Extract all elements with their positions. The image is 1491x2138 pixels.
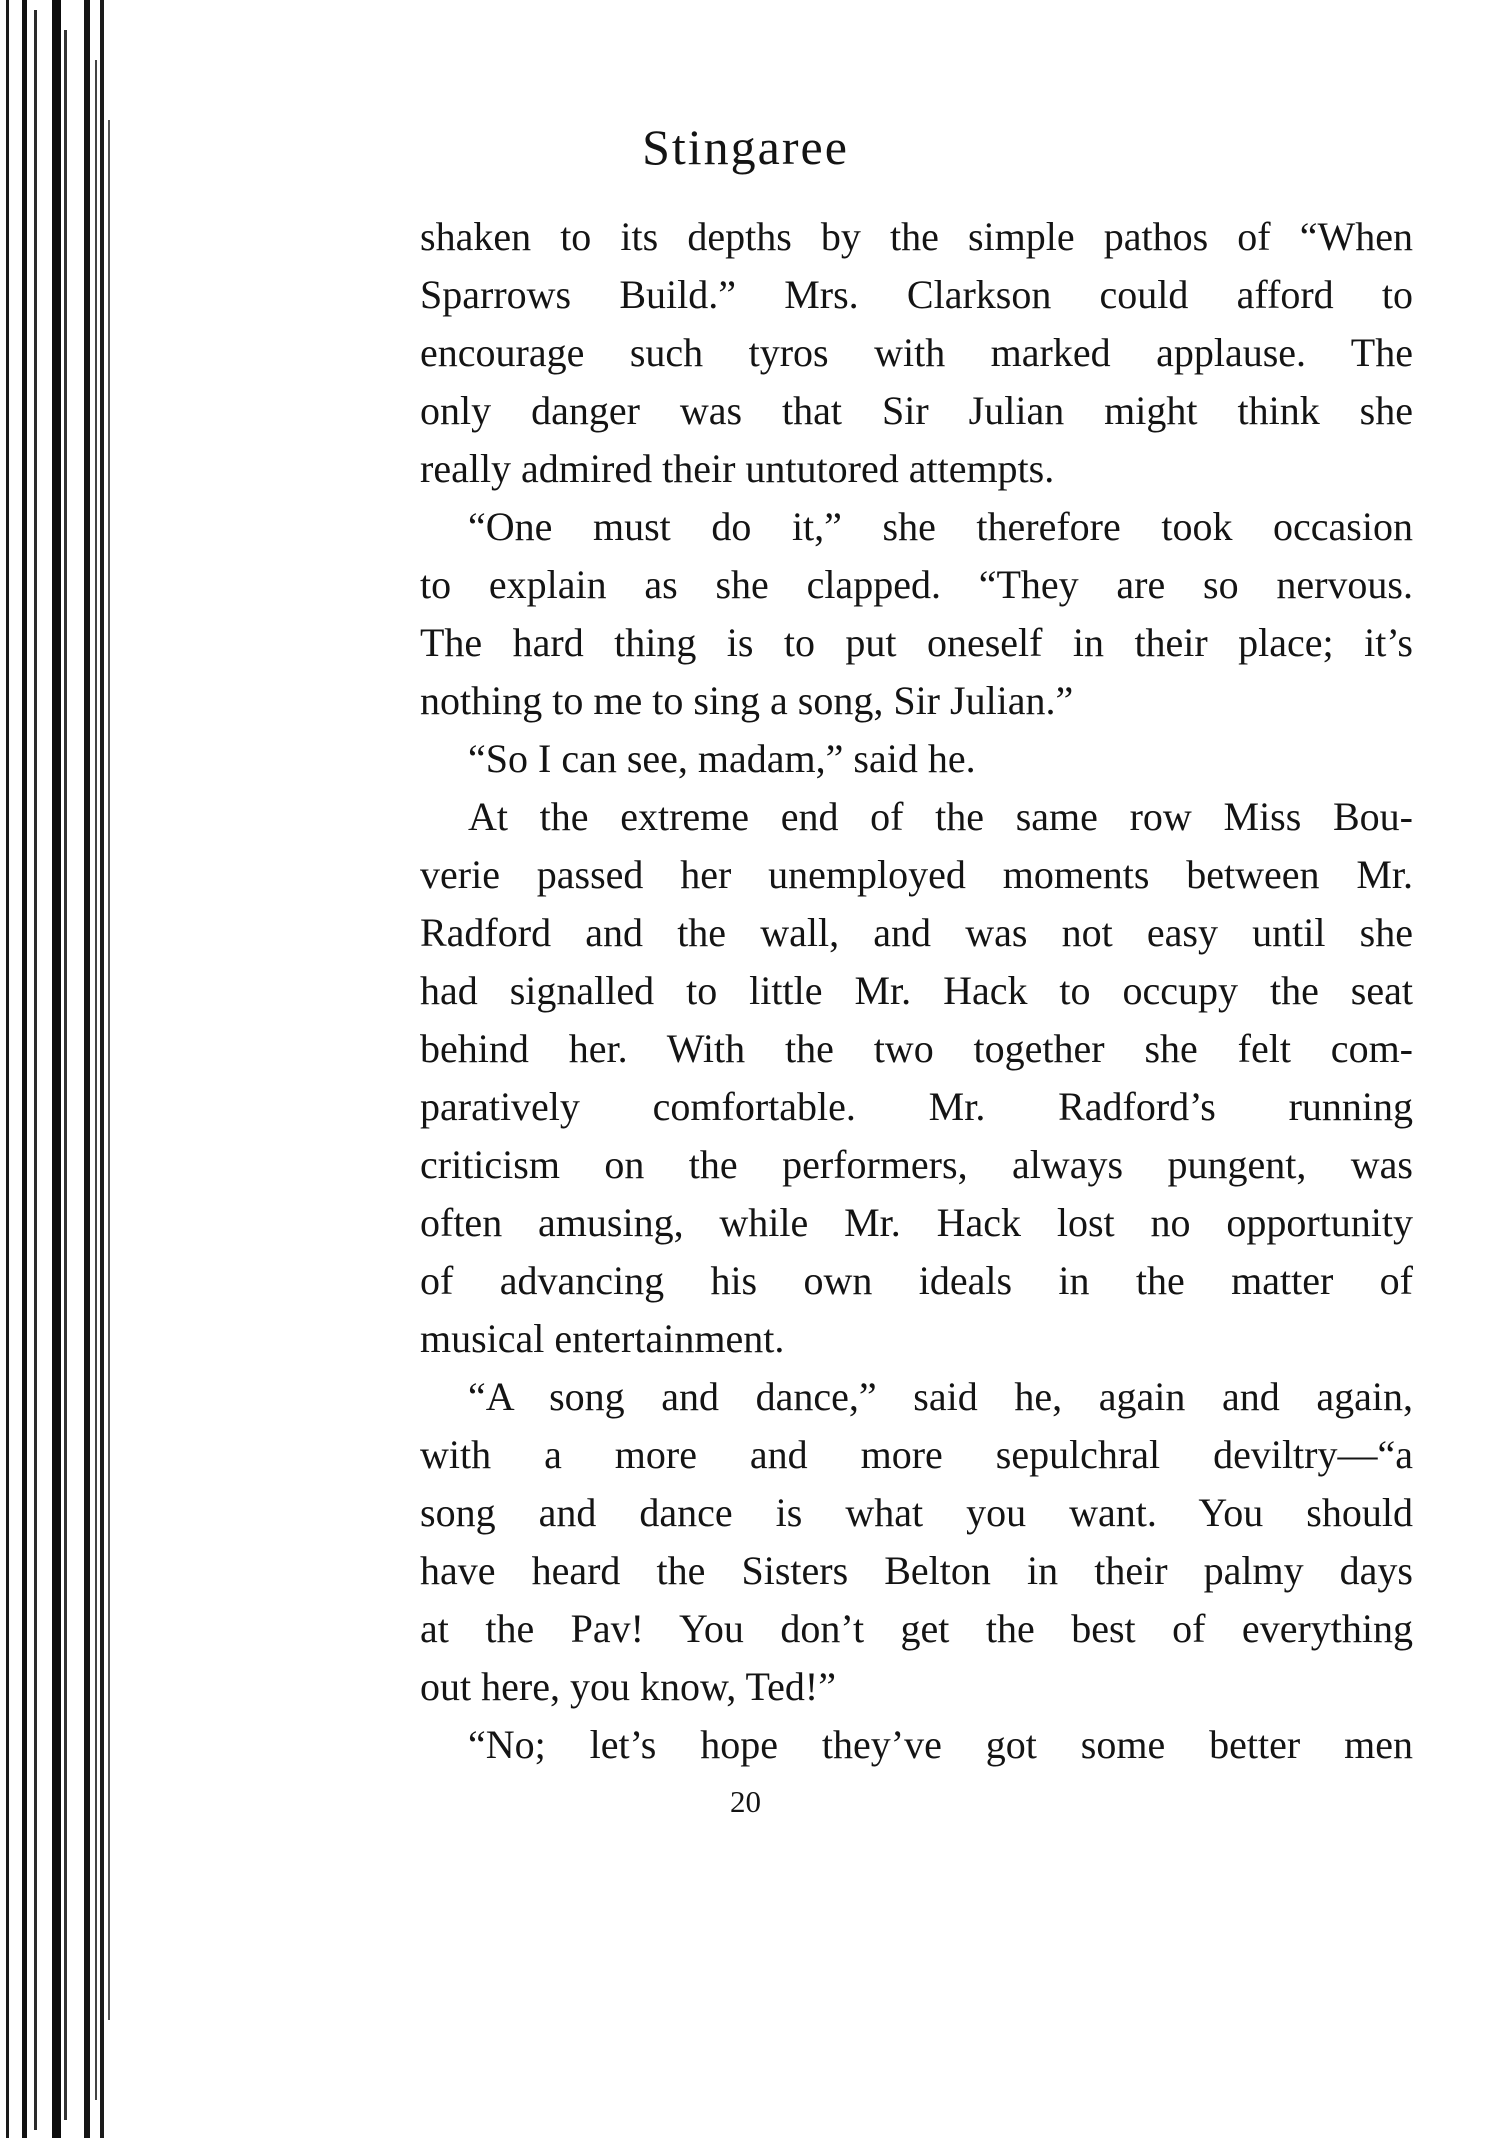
text-line: with a more and more sepulchral deviltry—“a (420, 1432, 1413, 1477)
text-line: had signalled to little Mr. Hack to occupy the seat (420, 968, 1413, 1013)
text-line: shaken to its depths by the simple pathos of “When (420, 214, 1413, 259)
text-line: “So I can see, madam,” said he. (468, 736, 976, 781)
page-number: 20 (730, 1784, 761, 1819)
text-line: “One must do it,” she therefore took occasion (468, 504, 1413, 549)
text-line: The hard thing is to put oneself in their place; it’s (420, 620, 1413, 665)
text-line: often amusing, while Mr. Hack lost no opportunity (420, 1200, 1413, 1245)
text-line: encourage such tyros with marked applause. The (420, 330, 1413, 375)
text-line: to explain as she clapped. “They are so nervous. (420, 562, 1413, 607)
running-head: Stingaree (642, 119, 849, 175)
text-line: only danger was that Sir Julian might think she (420, 388, 1413, 433)
text-line: at the Pav! You don’t get the best of everything (420, 1606, 1413, 1651)
text-line: behind her. With the two together she felt com- (420, 1026, 1413, 1071)
text-line: verie passed her unemployed moments between Mr. (420, 852, 1413, 897)
text-line: song and dance is what you want. You should (420, 1490, 1413, 1535)
text-line: really admired their untutored attempts. (420, 446, 1055, 491)
text-line: musical entertainment. (420, 1316, 785, 1361)
text-line: out here, you know, Ted!” (420, 1664, 836, 1709)
text-line: criticism on the performers, always pungent, was (420, 1142, 1413, 1187)
text-line: Sparrows Build.” Mrs. Clarkson could afford to (420, 272, 1413, 317)
text-line: nothing to me to sing a song, Sir Julian.” (420, 678, 1074, 723)
text-line: Radford and the wall, and was not easy until she (420, 910, 1413, 955)
text-line: “No; let’s hope they’ve got some better men (468, 1722, 1413, 1767)
body-text (420, 208, 1413, 1774)
text-line: of advancing his own ideals in the matter of (420, 1258, 1413, 1303)
text-line: have heard the Sisters Belton in their palmy days (420, 1548, 1413, 1593)
text-line: “A song and dance,” said he, again and again, (468, 1374, 1413, 1419)
text-line: paratively comfortable. Mr. Radford’s running (420, 1084, 1413, 1129)
text-line: At the extreme end of the same row Miss Bou- (468, 794, 1413, 839)
